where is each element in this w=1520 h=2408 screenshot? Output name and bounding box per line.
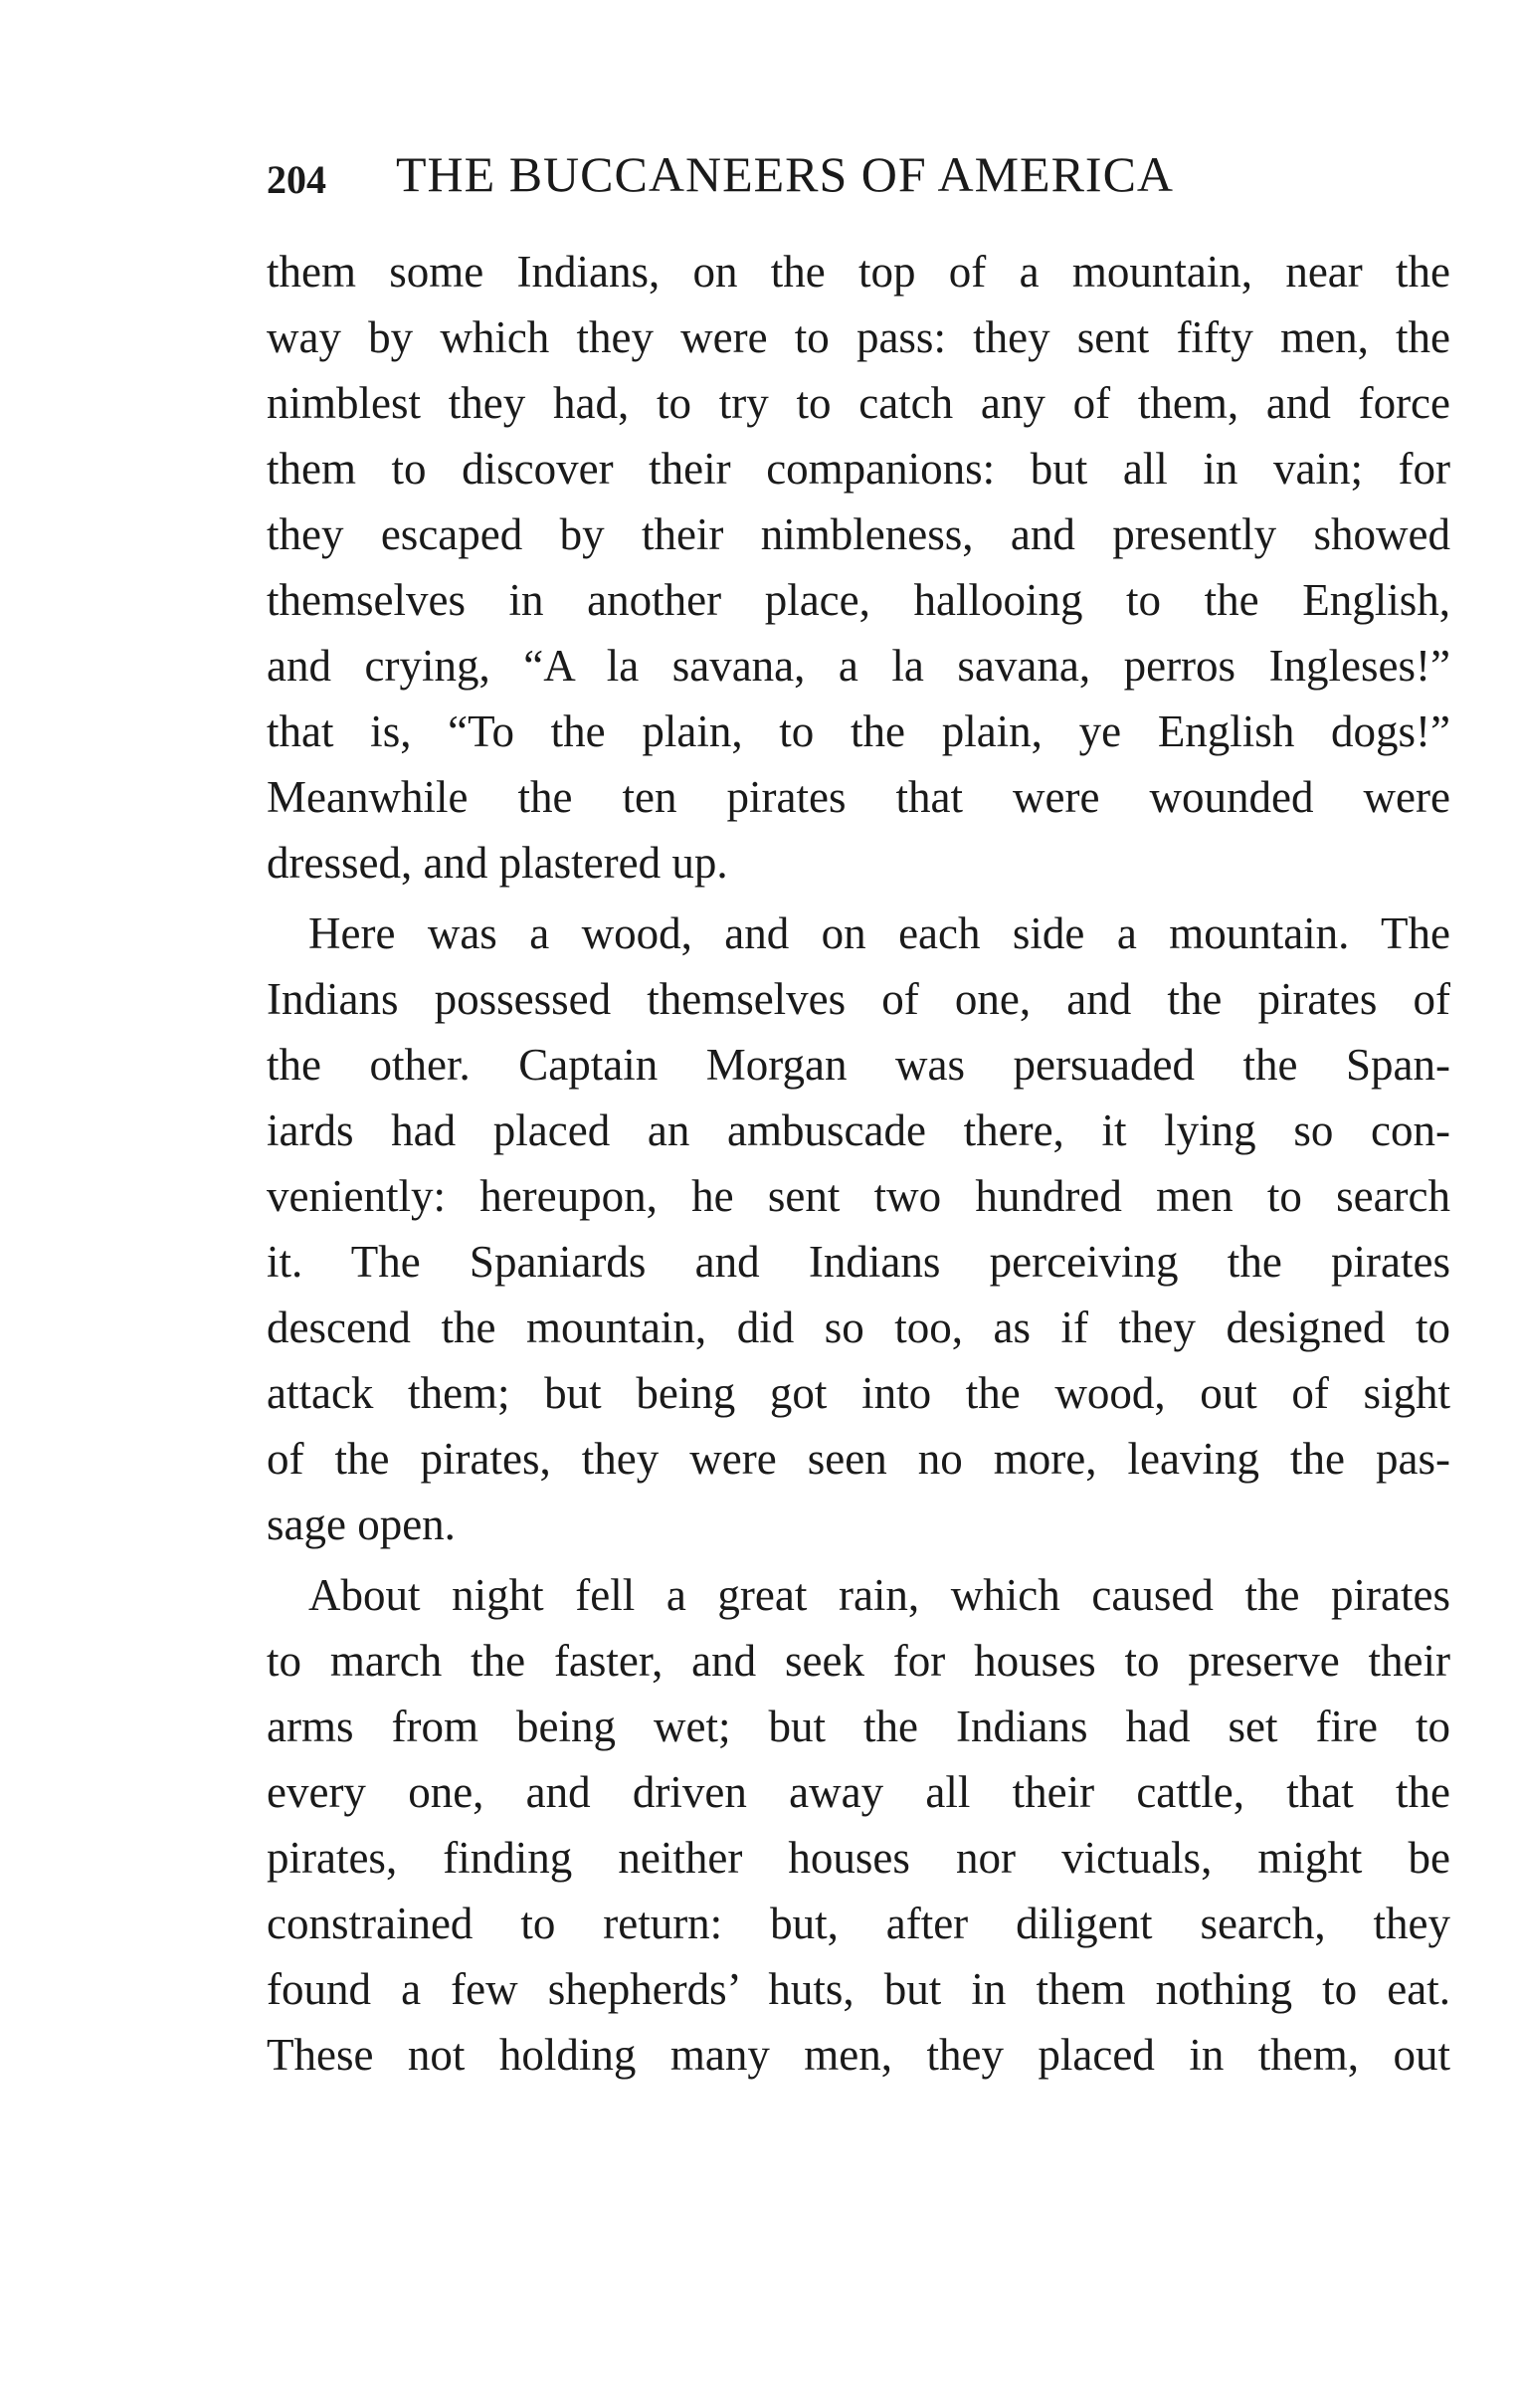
text-line: nimblest they had, to try to catch any of them, and force: [267, 378, 1450, 428]
page-number: 204: [267, 157, 326, 202]
text-line: themselves in another place, hallooing to the English,: [267, 575, 1450, 625]
text-line: About night fell a great rain, which caused the pirates: [308, 1570, 1450, 1620]
text-line: sage open.: [267, 1500, 456, 1549]
text-line: to march the faster, and seek for houses to preserve their: [267, 1636, 1450, 1686]
text-line: them some Indians, on the top of a mountain, near the: [267, 247, 1450, 297]
text-line: and crying, “A la savana, a la savana, perros Ingleses!”: [267, 641, 1450, 691]
text-line: them to discover their companions: but all in vain; for: [267, 444, 1450, 494]
text-line: Meanwhile the ten pirates that were wounded were: [267, 772, 1450, 822]
text-line: dressed, and plastered up.: [267, 838, 728, 888]
text-line: constrained to return: but, after diligent search, they: [267, 1899, 1450, 1948]
text-line: the other. Captain Morgan was persuaded the Span-: [267, 1040, 1450, 1090]
text-line: it. The Spaniards and Indians perceiving the pirates: [267, 1237, 1450, 1287]
text-line: Indians possessed themselves of one, and the pirates of: [267, 974, 1450, 1024]
text-line: descend the mountain, did so too, as if they designed to: [267, 1303, 1450, 1352]
text-line: iards had placed an ambuscade there, it lying so con-: [267, 1105, 1450, 1155]
text-line: These not holding many men, they placed in them, out: [267, 2030, 1450, 2080]
text-line: that is, “To the plain, to the plain, ye English dogs!”: [267, 706, 1450, 756]
text-line: arms from being wet; but the Indians had set fire to: [267, 1702, 1450, 1751]
running-header: [267, 144, 1351, 214]
text-line: way by which they were to pass: they sent fifty men, the: [267, 312, 1450, 362]
running-title: THE BUCCANEERS OF AMERICA: [396, 146, 1175, 202]
text-line: attack them; but being got into the wood, out of sight: [267, 1368, 1450, 1418]
text-line: they escaped by their nimbleness, and presently showed: [267, 509, 1450, 559]
text-line: veniently: hereupon, he sent two hundred men to search: [267, 1171, 1450, 1221]
text-line: pirates, finding neither houses nor victuals, might be: [267, 1833, 1450, 1883]
text-line: every one, and driven away all their cattle, that the: [267, 1767, 1450, 1817]
text-line: found a few shepherds’ huts, but in them nothing to eat.: [267, 1964, 1450, 2014]
text-line: of the pirates, they were seen no more, leaving the pas-: [267, 1434, 1450, 1484]
text-line: Here was a wood, and on each side a mountain. The: [308, 908, 1450, 958]
